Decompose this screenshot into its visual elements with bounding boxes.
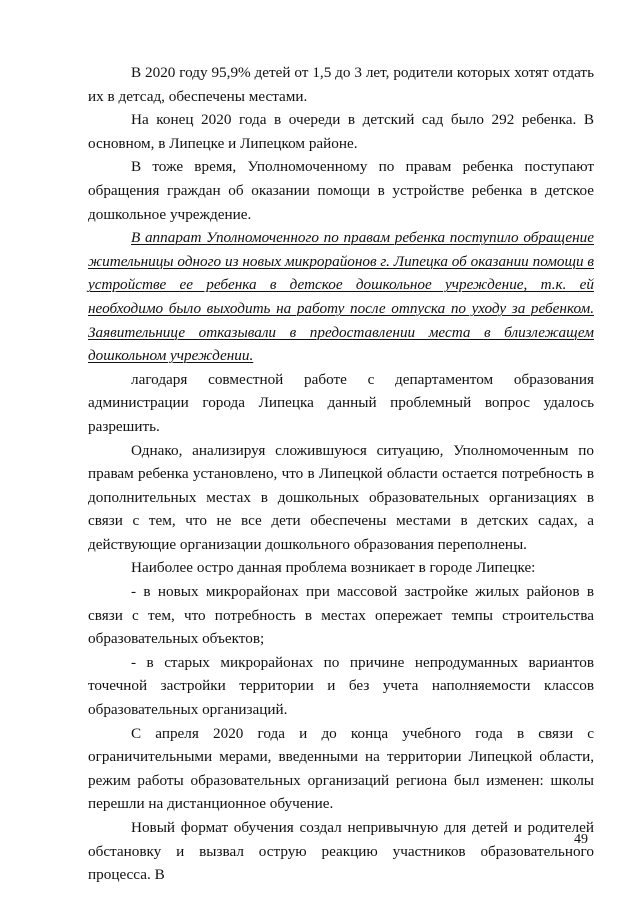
paragraph-preschool-statistics: В 2020 году 95,9% детей от 1,5 до 3 лет, родители которых хотят отдать их в детсад, обеспечены местами. xyxy=(88,64,594,105)
list-item-old-districts: - в старых микрорайонах по причине непродуманных вариантов точечной застройки территории и без учета наполняемости классов образовательных организаций. xyxy=(88,653,594,719)
paragraph-new-format: Новый формат обучения создал непривычную для детей и родителей обстановку и вызвал острую реакцию участников образовательного процесса. В xyxy=(88,819,594,884)
paragraph-case-example: В аппарат Уполномоченного по правам ребенка поступило обращение жительницы одного из новых микрорайонов г. Липецка об оказании помощи в устройстве ее ребенка в детское дошкольное учреждение, т.к. ей необходимо было выходить на работу после отпуска по уходу за ребенком. Заявительнице отказывали в предоставлении места в близлежащем дошкольном учреждении. xyxy=(88,229,594,365)
paragraph-distance-learning: С апреля 2020 года и до конца учебного года в связи с ограничительными мерами, введенными на территории Липецкой области, режим работы образовательных организаций региона был изменен: школы перешли на дистанционное обучение. xyxy=(88,724,594,813)
paragraph-issue-resolved: лагодаря совместной работе с департаментом образования администрации города Липецка данный проблемный вопрос удалось разрешить. xyxy=(88,370,594,435)
page-number: 49 xyxy=(574,832,588,847)
paragraph-situation-analysis: Однако, анализируя сложившуюся ситуацию, Уполномоченным по правам ребенка установлено, что в Липецкой области остается потребность в дополнительных местах в дошкольных образовательных организациях в связи с тем, что не все дети обеспечены местами в детских садах, а действующие организации дошкольного образования переполнены. xyxy=(88,441,594,553)
body-text xyxy=(88,61,594,887)
paragraph-queue-count: На конец 2020 года в очереди в детский сад было 292 ребенка. В основном, в Липецке и Липецком районе. xyxy=(88,111,594,152)
paragraph-problem-intro: Наиболее остро данная проблема возникает в городе Липецке: xyxy=(131,559,536,577)
list-item-new-districts: - в новых микрорайонах при массовой застройке жилых районов в связи с тем, что потребность в местах опережает темпы строительства образовательных объектов; xyxy=(88,583,594,648)
paragraph-citizen-appeals: В тоже время, Уполномоченному по правам ребенка поступают обращения граждан об оказании помощи в устройстве ребенка в детское дошкольное учреждение. xyxy=(88,158,594,223)
